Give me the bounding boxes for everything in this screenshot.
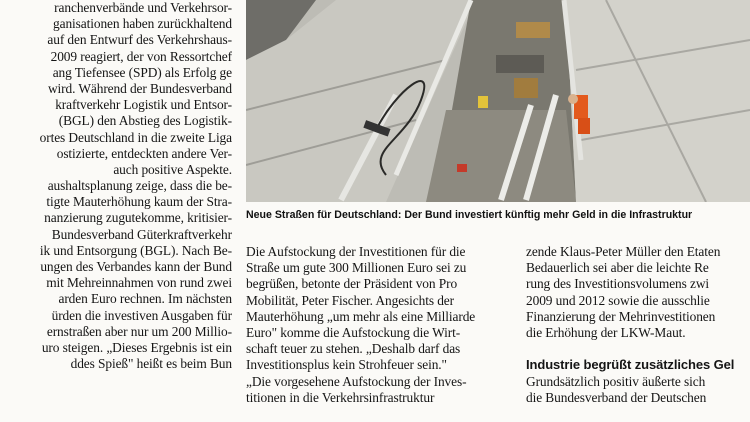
text-line: arden Euro rechnen. Im nächsten bbox=[58, 291, 232, 307]
text-line: die Erhöhung der LKW-Maut. bbox=[526, 324, 686, 340]
text-line: ortes Deutschland in die zweite Liga bbox=[39, 129, 232, 145]
text-line: ddes Spieß" heißt es beim Bun bbox=[70, 356, 232, 372]
text-line: (BGL) den Abstieg des Logistik- bbox=[58, 113, 232, 129]
text-line: ungen des Verbandes kann der Bund bbox=[40, 259, 232, 274]
text-line: „Die vorgesehene Aufstockung der Inves- bbox=[246, 373, 467, 389]
text-line: ang Tiefensee (SPD) als Erfolg ge bbox=[52, 64, 232, 80]
text-line: Mauterhöhung „um mehr als eine Milliarde bbox=[246, 308, 476, 324]
section-subheading: Industrie begrüßt zusätzliches Gel bbox=[526, 357, 735, 373]
text-line: titionen in die Verkehrsinfrastruktur bbox=[246, 389, 435, 405]
text-line: ranchenverbände und Verkehrsor- bbox=[54, 0, 232, 15]
text-line: zende Klaus-Peter Müller den Etaten bbox=[526, 244, 721, 259]
text-line: kraftverkehr Logistik und Entsor- bbox=[55, 97, 232, 113]
text-line: auch positive Aspekte. bbox=[113, 161, 232, 177]
text-line: Die Aufstockung der Investitionen für die bbox=[246, 244, 466, 259]
text-line: 2009 reagiert, der von Ressortchef bbox=[50, 48, 232, 64]
text-line: Bedauerlich sei aber die leichte Re bbox=[526, 260, 709, 276]
text-line: begrüßen, betonte der Präsident von Pro bbox=[246, 276, 458, 292]
text-line: wird. Während der Bundesverband bbox=[47, 80, 232, 96]
construction-photo bbox=[246, 0, 750, 202]
left-article-column bbox=[0, 0, 232, 372]
text-line: ernstraßen aber nur um 200 Millio- bbox=[46, 323, 232, 339]
right-article-column bbox=[526, 244, 750, 406]
text-line: mit Mehreinnahmen von rund zwei bbox=[46, 275, 232, 291]
text-line: Finanzierung der Mehrinvestitionen bbox=[526, 308, 716, 324]
spacer bbox=[526, 341, 750, 357]
text-line: Grundsätzlich positiv äußerte sich bbox=[526, 373, 706, 389]
text-line: 2009 und 2012 sowie die ausschlie bbox=[526, 292, 710, 308]
text-line: auf den Entwurf des Verkehrshaus- bbox=[47, 32, 232, 48]
text-line: Investitionsplus kein Strohfeuer sein." bbox=[246, 357, 447, 373]
text-line: ostizierte, entdeckten andere Ver- bbox=[56, 145, 232, 161]
right-column-paragraph bbox=[526, 244, 750, 341]
text-line: nanzierung zugutekomme, kritisier- bbox=[44, 210, 232, 226]
text-line: Euro" komme die Aufstockung die Wirt- bbox=[246, 324, 461, 340]
text-line: uro steigen. „Dieses Ergebnis ist ein bbox=[41, 339, 232, 355]
middle-article-column bbox=[246, 244, 510, 406]
text-line: aushaltsplanung zeige, dass die be- bbox=[47, 178, 232, 194]
right-column-paragraph-2 bbox=[526, 374, 750, 406]
text-line: rung des Investitionsvolumens zwi bbox=[526, 276, 710, 292]
text-line: ganisationen haben zurückhaltend bbox=[53, 16, 232, 32]
text-line: die Bundesverband der Deutschen bbox=[526, 389, 707, 405]
text-line: Mobilität, Peter Fischer. Angesichts der bbox=[246, 292, 454, 308]
text-line: ik und Entsorgung (BGL). Nach Be- bbox=[39, 242, 232, 258]
photo-caption: Neue Straßen für Deutschland: Der Bund investiert künftig mehr Geld in die Infrastruktur bbox=[246, 209, 693, 221]
text-line: schaft teuer zu stehen. „Deshalb darf das bbox=[246, 341, 461, 357]
text-line: ürden die investiven Ausgaben für bbox=[51, 307, 232, 323]
text-line: tigte Mauterhöhung kaum der Stra- bbox=[46, 194, 232, 210]
text-line: Bundesverband Güterkraftverkehr bbox=[51, 226, 232, 242]
text-line: Straße um gute 300 Millionen Euro sei zu bbox=[246, 260, 467, 276]
